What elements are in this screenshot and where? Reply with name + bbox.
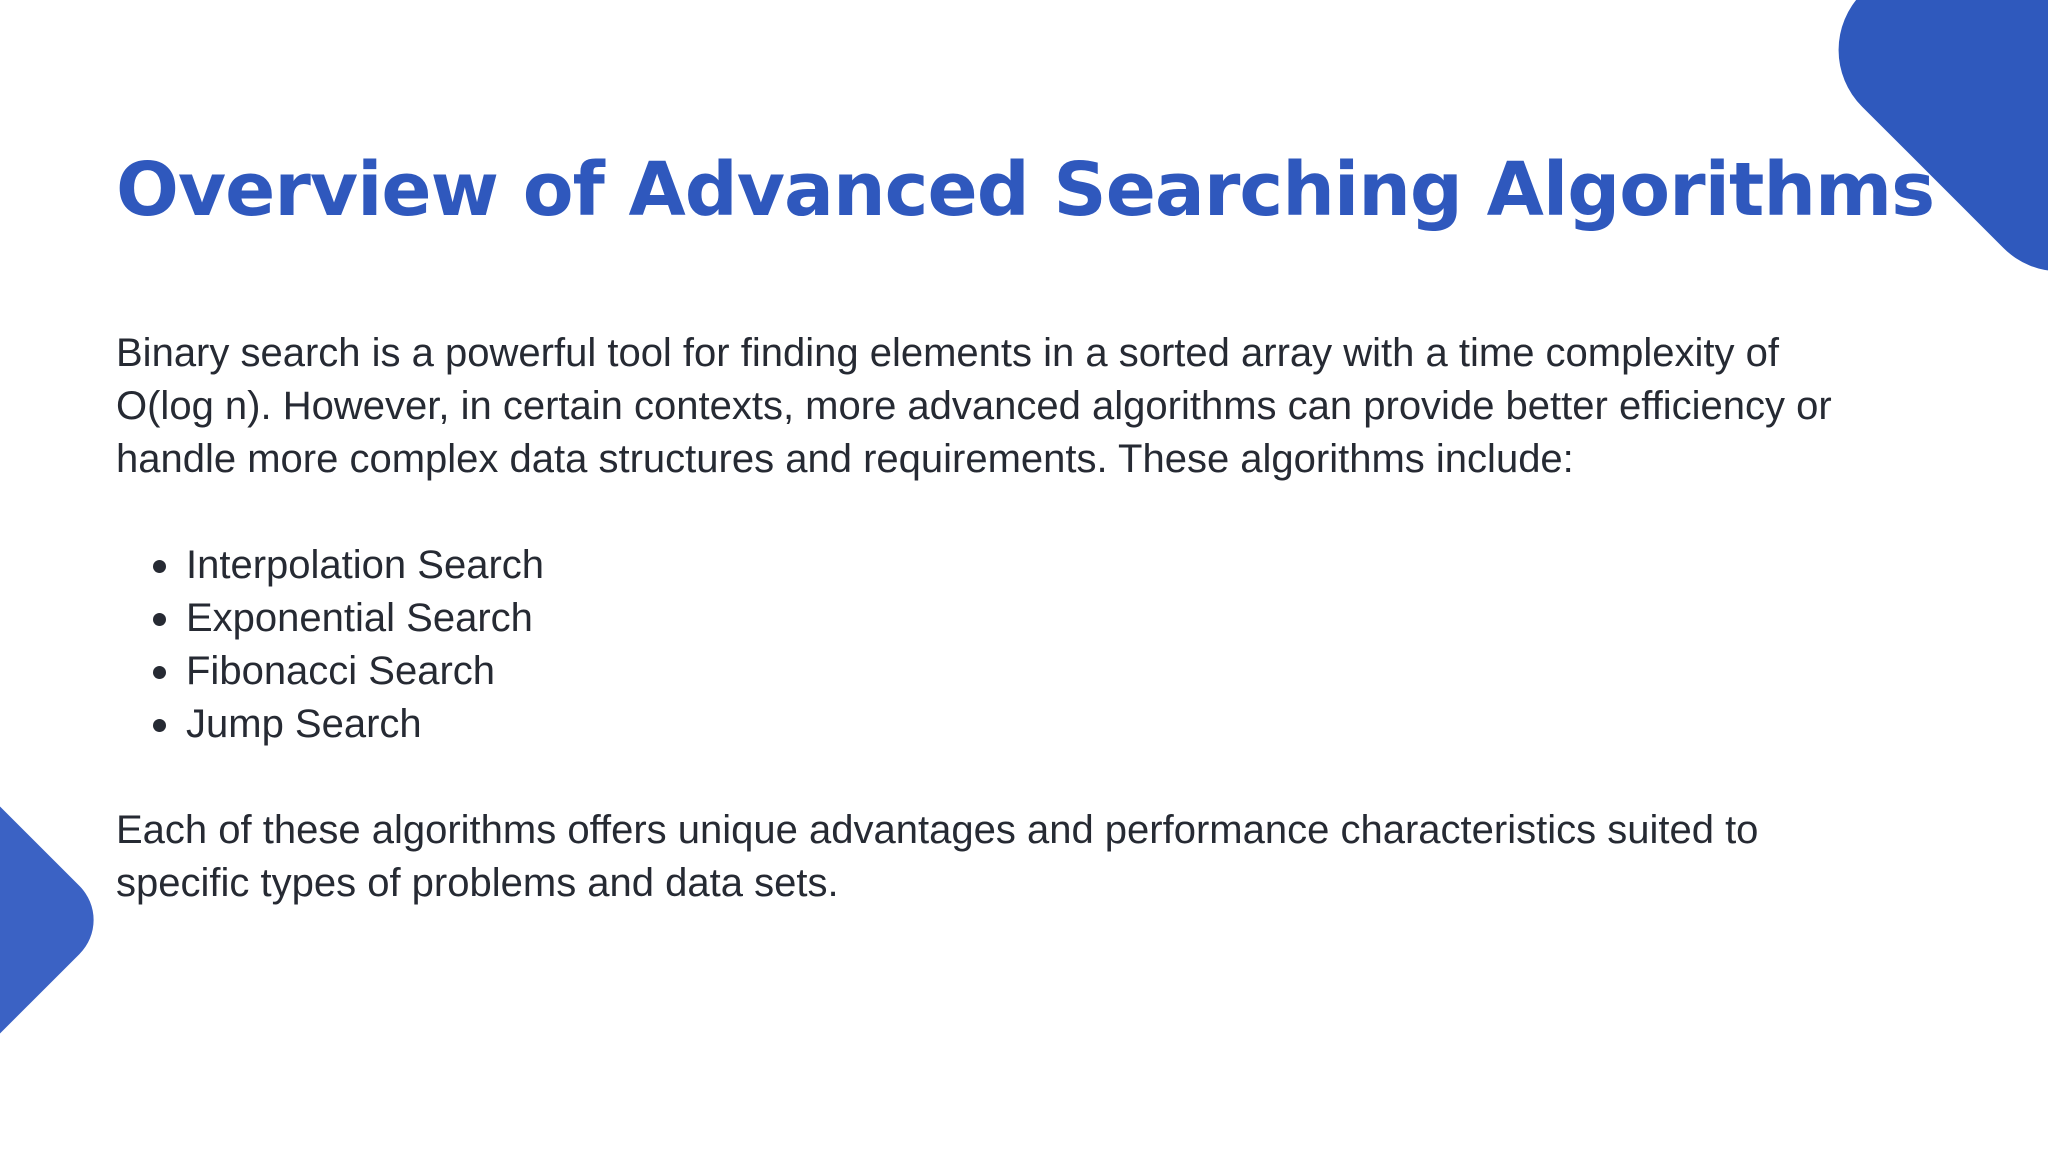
intro-paragraph: Binary search is a powerful tool for finding elements in a sorted array with a time complexity of O(log n). However, in certain contexts, more advanced algorithms can provide better efficiency or handle more complex data structures and requirements. These algorithms include: xyxy=(116,331,1832,482)
slide-content xyxy=(116,147,1935,910)
list-item-label: Jump Search xyxy=(186,702,422,747)
list-item xyxy=(186,592,1876,645)
list-item-label: Exponential Search xyxy=(186,596,533,641)
bullet-icon xyxy=(153,613,166,626)
bullet-icon xyxy=(153,719,166,732)
decorative-shape-left xyxy=(0,772,113,1069)
list-item-label: Fibonacci Search xyxy=(186,649,496,694)
slide-title: Overview of Advanced Searching Algorithms xyxy=(116,147,1935,233)
bullet-icon xyxy=(153,560,166,573)
outro-paragraph: Each of these algorithms offers unique advantages and performance characteristics suited to specific types of problems and data sets. xyxy=(116,808,1759,906)
list-item xyxy=(186,698,1876,751)
list-item xyxy=(186,645,1876,698)
bullet-icon xyxy=(153,666,166,679)
list-item xyxy=(186,539,1876,592)
list-item-label: Interpolation Search xyxy=(186,543,545,588)
algorithm-list xyxy=(116,539,1876,751)
